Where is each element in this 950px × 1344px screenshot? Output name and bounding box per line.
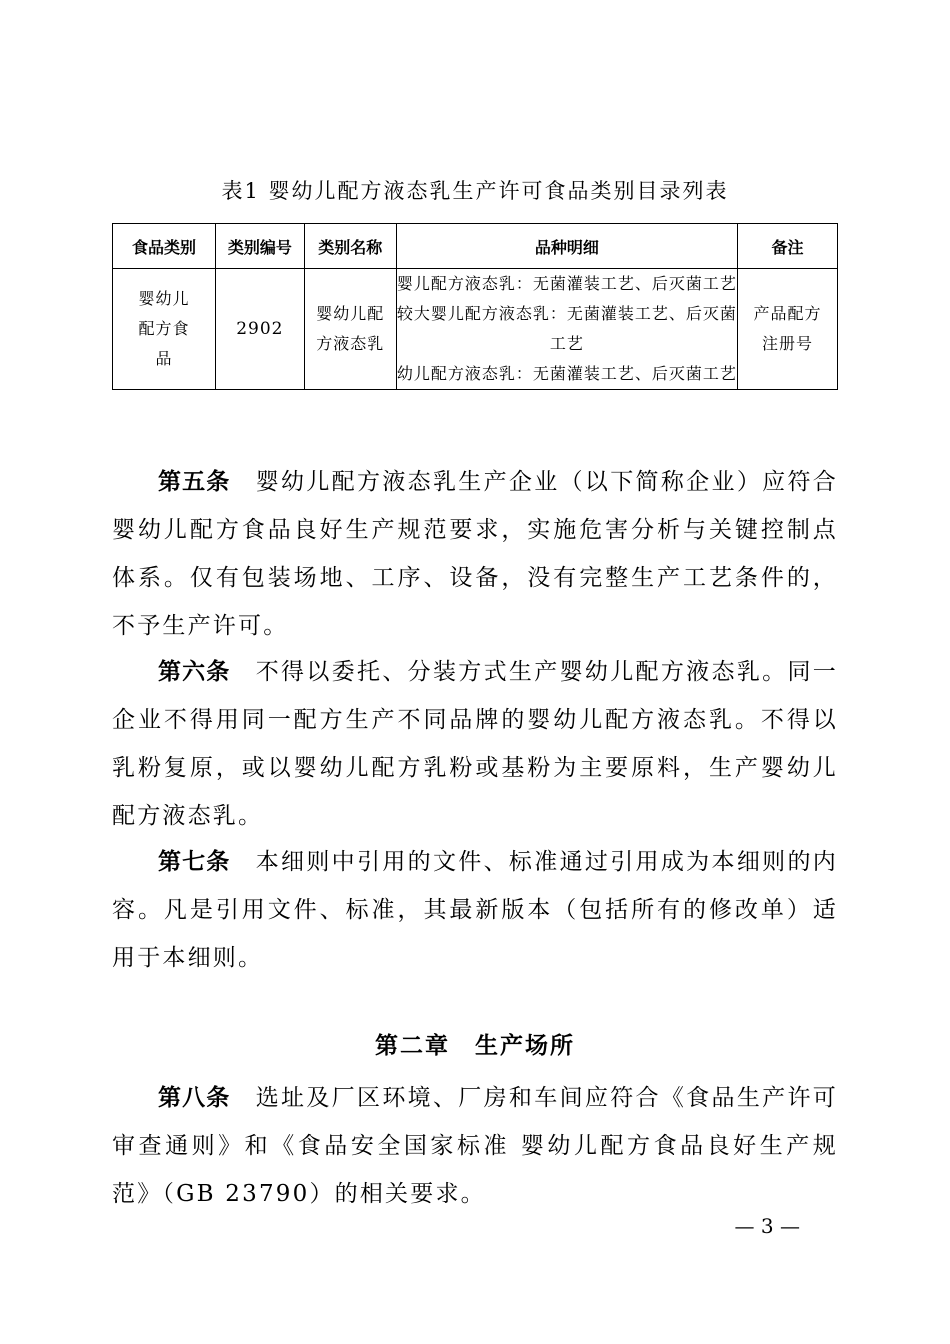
- article-text: 不得以委托、分装方式生产婴幼儿配方液态乳。同一企业不得用同一配方生产不同品牌的婴幼儿配方液态乳。不得以乳粉复原，或以婴幼儿配方乳粉或基粉为主要原料，生产婴幼儿配方液态乳。: [112, 659, 838, 829]
- article-number: 第五条: [158, 469, 231, 495]
- variety-item: 较大婴儿配方液态乳：无菌灌装工艺、后灭菌工艺: [396, 304, 737, 353]
- cell-category: 婴幼儿配方食品: [113, 269, 216, 390]
- article-text: 婴幼儿配方液态乳生产企业（以下简称企业）应符合婴幼儿配方食品良好生产规范要求，实施危害分析与关键控制点体系。仅有包装场地、工序、设备，没有完整生产工艺条件的，不予生产许可。: [112, 469, 838, 639]
- article-number: 第七条: [158, 849, 231, 875]
- article-8: [112, 1074, 838, 1218]
- variety-item: 幼儿配方液态乳：无菌灌装工艺、后灭菌工艺: [396, 364, 737, 383]
- article-5: [112, 458, 838, 650]
- header-varieties: 品种明细: [396, 224, 737, 269]
- category-table: [112, 223, 838, 390]
- header-category: 食品类别: [113, 224, 216, 269]
- header-name: 类别名称: [304, 224, 396, 269]
- article-text: 选址及厂区环境、厂房和车间应符合《食品生产许可审查通则》和《食品安全国家标准 婴幼儿配方食品良好生产规范》（GB 23790）的相关要求。: [112, 1085, 838, 1207]
- article-number: 第八条: [158, 1085, 231, 1111]
- header-remark: 备注: [738, 224, 838, 269]
- article-6: [112, 648, 838, 840]
- header-code: 类别编号: [215, 224, 304, 269]
- cell-remark: 产品配方注册号: [738, 269, 838, 390]
- cell-code: 2902: [215, 269, 304, 390]
- article-7: [112, 838, 838, 982]
- table-caption: 表1 婴幼儿配方液态乳生产许可食品类别目录列表: [221, 179, 729, 203]
- article-number: 第六条: [158, 659, 231, 685]
- variety-item: 婴儿配方液态乳：无菌灌装工艺、后灭菌工艺: [396, 274, 737, 293]
- table-row: [113, 269, 838, 390]
- page-number: — 3 —: [734, 1214, 800, 1238]
- article-text: 本细则中引用的文件、标准通过引用成为本细则的内容。凡是引用文件、标准，其最新版本（包括所有的修改单）适用于本细则。: [112, 849, 838, 971]
- cell-varieties: [396, 269, 737, 390]
- table-header-row: [113, 224, 838, 269]
- cell-name: 婴幼儿配方液态乳: [304, 269, 396, 390]
- chapter-title: 第二章 生产场所: [375, 1033, 575, 1059]
